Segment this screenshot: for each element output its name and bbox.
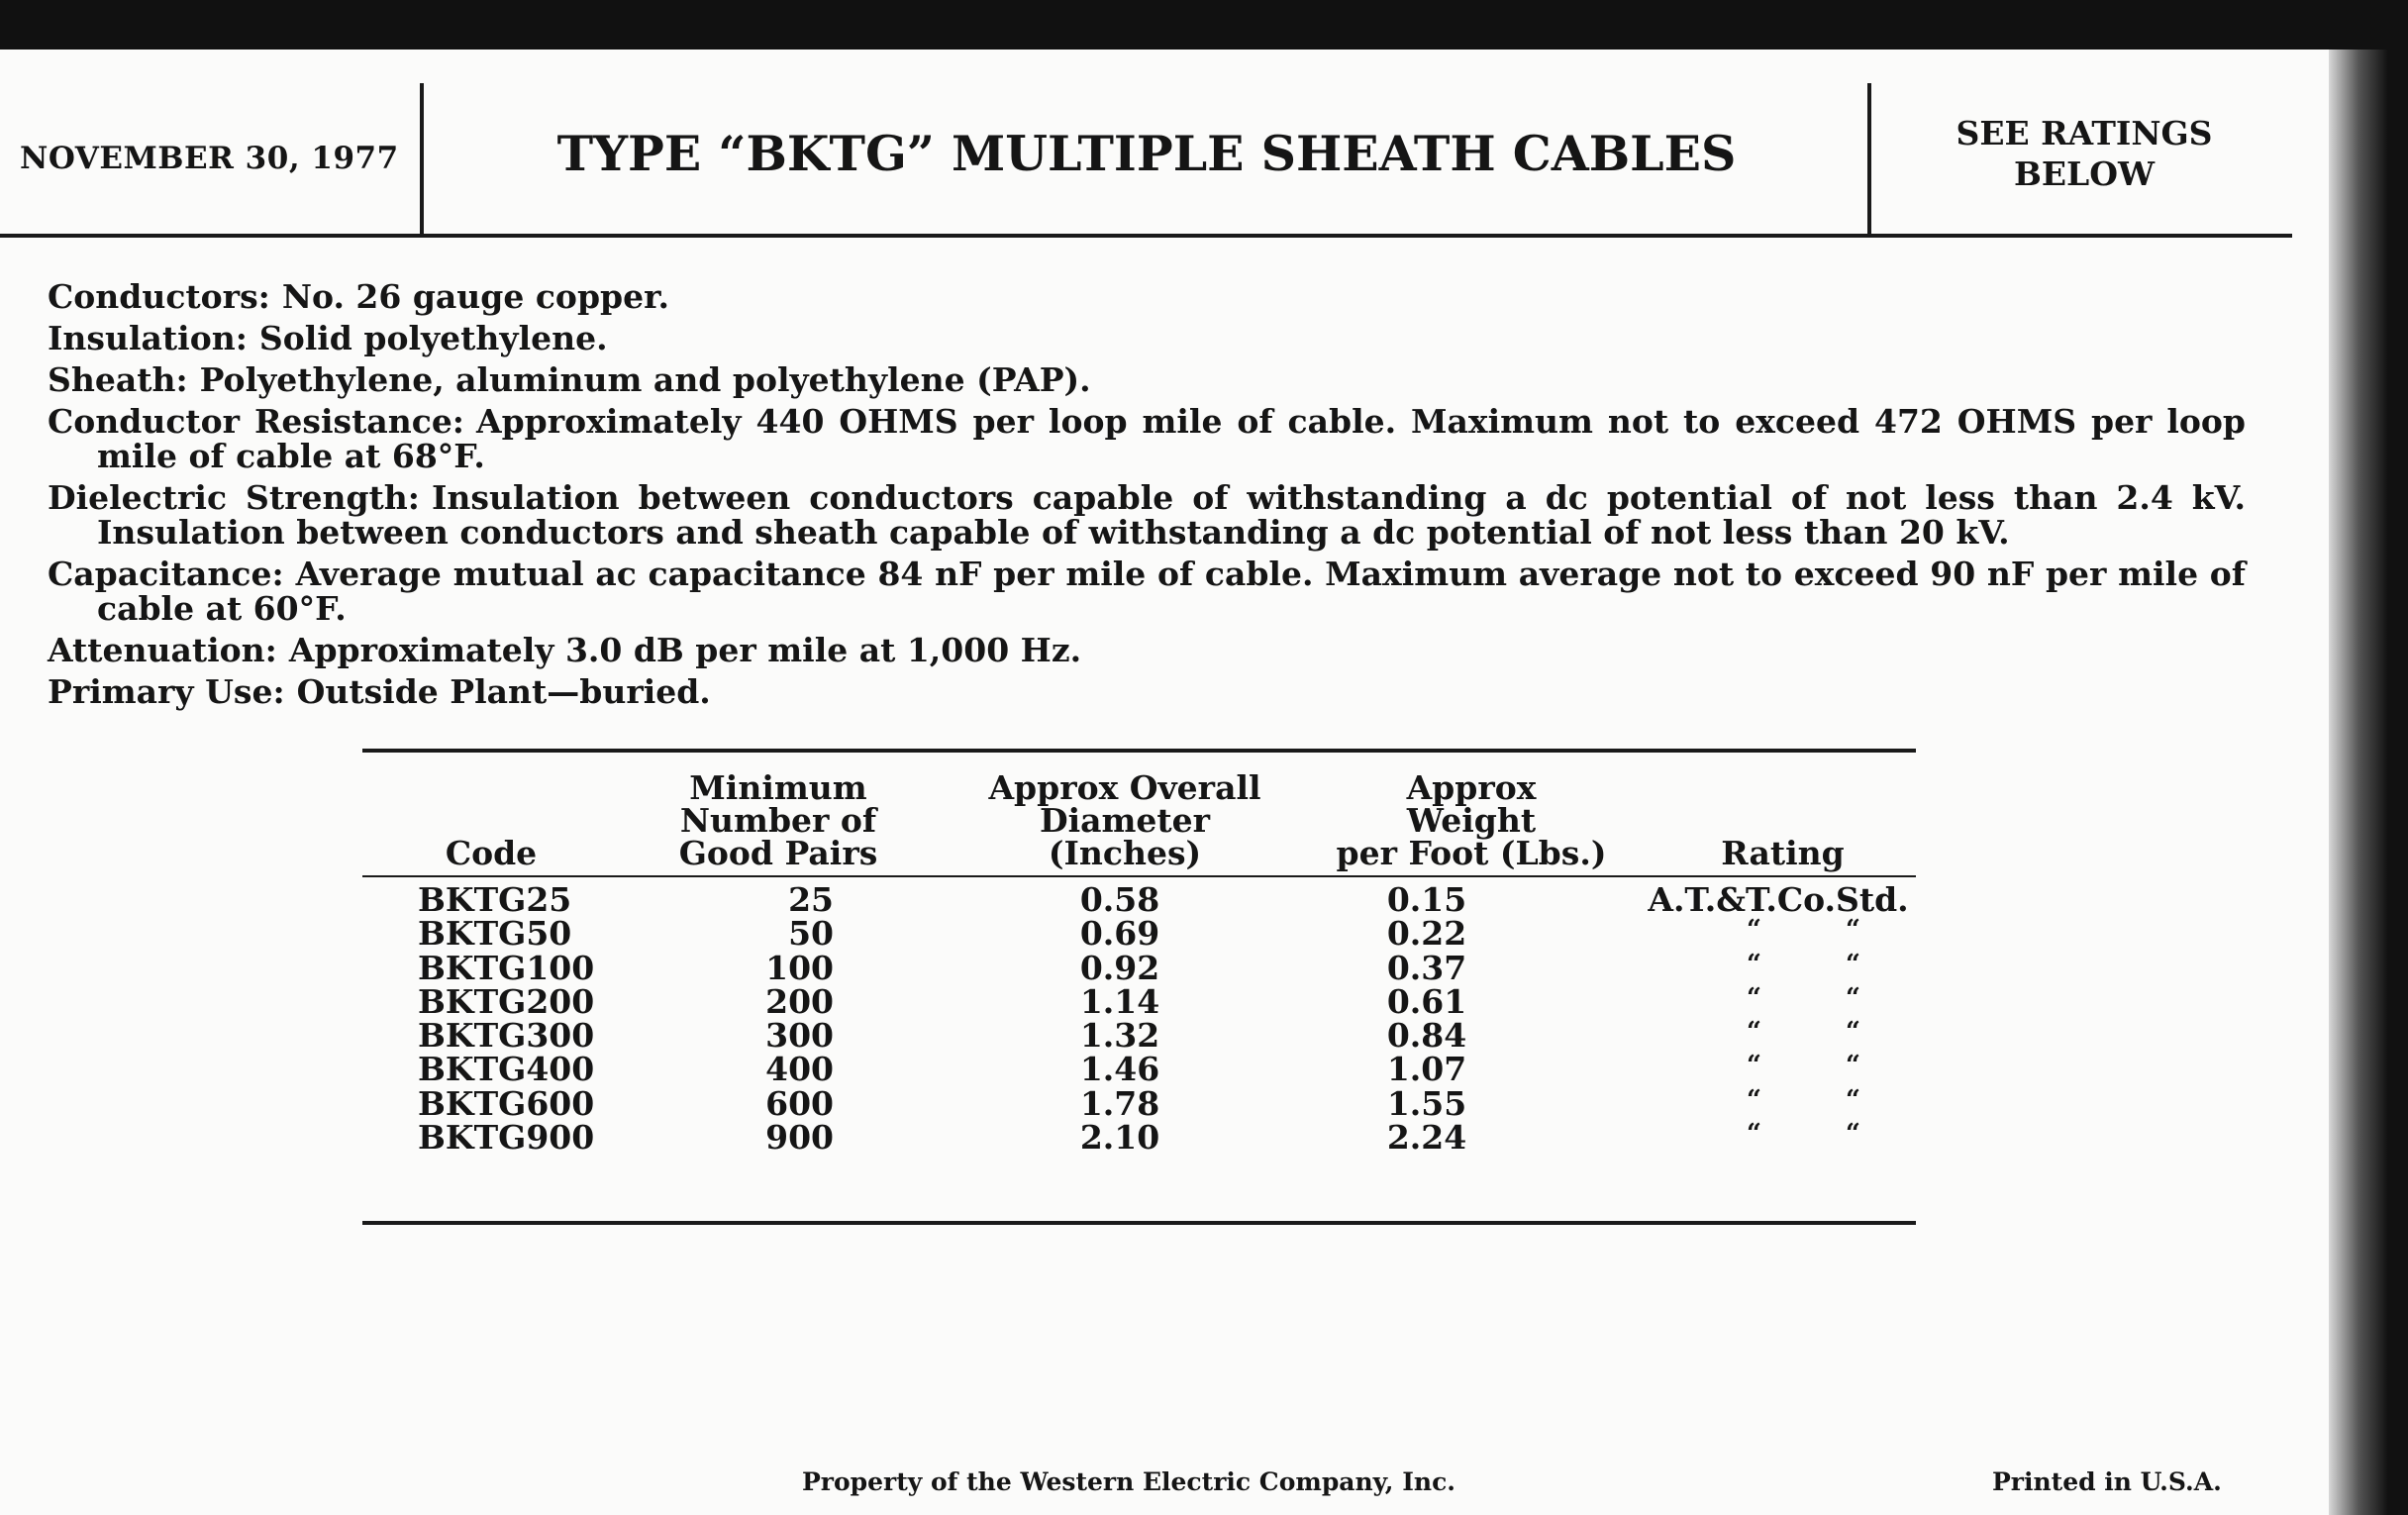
cell-weight: 1.55 [1386, 1083, 1467, 1123]
spec-text: Outside Plant—buried. [296, 672, 711, 711]
cell-weight: 0.61 [1386, 981, 1467, 1021]
cell-code: BKTG100 [418, 948, 595, 987]
header-line: (Inches) [1048, 834, 1202, 872]
header-line: Minimum [689, 768, 867, 807]
header-line: Number of [679, 801, 877, 840]
cell-good-pairs: 100 [765, 948, 834, 987]
cell-good-pairs: 300 [765, 1016, 834, 1056]
specifications-list [48, 279, 2246, 716]
ownership-note: Property of the Western Electric Company, Inc. [802, 1467, 1456, 1496]
table-row [362, 914, 1916, 954]
table-row [362, 1118, 1916, 1158]
table-row [362, 1083, 1916, 1123]
table-top-rule [362, 749, 1916, 753]
cell-weight: 2.24 [1386, 1118, 1467, 1158]
cell-weight: 1.07 [1386, 1050, 1467, 1089]
cell-good-pairs: 900 [765, 1118, 834, 1158]
cell-diameter: 1.14 [1079, 981, 1160, 1021]
ratings-note-line1: SEE RATINGS [1956, 114, 2213, 152]
table-row [362, 880, 1916, 919]
cell-code: BKTG25 [418, 880, 572, 919]
column-header-diameter [956, 768, 1293, 872]
spec-primary-use [48, 674, 2246, 709]
header-divider-left [420, 83, 424, 236]
ditto-mark: “ [1846, 982, 1860, 1013]
spec-text: Approximately 440 OHMS per loop mile of cable. Maximum not to exceed 472 OHMS per loop mile of cable at 68°F. [97, 402, 2247, 475]
cell-code: BKTG900 [418, 1118, 595, 1158]
spec-text: Average mutual ac capacitance 84 nF per mile of cable. Maximum average not to exceed 90 nF per mile of cable at 60°F. [97, 555, 2246, 628]
column-header-code [362, 768, 620, 872]
cell-good-pairs: 200 [765, 981, 834, 1021]
cell-diameter: 1.78 [1079, 1083, 1160, 1123]
header-line: Approx [1406, 768, 1537, 807]
ditto-mark: “ [1747, 1119, 1761, 1150]
spec-label: Sheath: [48, 360, 188, 399]
table-row [362, 948, 1916, 987]
ratings-note-line2: BELOW [2013, 154, 2156, 193]
ditto-mark: “ [1846, 949, 1860, 979]
ditto-mark: “ [1747, 915, 1761, 946]
header-text: Rating [1721, 834, 1845, 872]
ditto-mark: “ [1846, 1119, 1860, 1150]
cell-weight: 0.22 [1386, 914, 1467, 954]
table-row [362, 1016, 1916, 1056]
scan-right-edge [2329, 50, 2408, 1515]
cell-good-pairs: 400 [765, 1050, 834, 1089]
spec-text: Polyethylene, aluminum and polyethylene (PAP). [199, 360, 1091, 399]
header-line: Good Pairs [678, 834, 878, 872]
cell-good-pairs: 50 [788, 914, 834, 954]
spec-attenuation [48, 633, 2246, 667]
specification-card [0, 50, 2329, 1515]
spec-label: Conductors: [48, 277, 270, 316]
spec-label: Conductor Resistance: [48, 402, 464, 441]
spec-sheath [48, 362, 2246, 397]
spec-dielectric-strength [48, 480, 2246, 550]
header-text: Code [445, 834, 538, 872]
ditto-mark: “ [1747, 949, 1761, 979]
ratings-note [1871, 113, 2297, 194]
cell-diameter: 0.92 [1079, 948, 1160, 987]
cell-code: BKTG300 [418, 1016, 595, 1056]
cell-diameter: 2.10 [1079, 1118, 1160, 1158]
ditto-mark: “ [1846, 1084, 1860, 1115]
page-title: TYPE “BKTG” MULTIPLE SHEATH CABLES [556, 125, 1737, 182]
column-header-rating [1650, 768, 1916, 872]
header-rule [0, 234, 2292, 238]
cell-code: BKTG400 [418, 1050, 595, 1089]
table-body [362, 880, 1916, 1158]
ditto-mark: “ [1846, 915, 1860, 946]
spec-conductor-resistance [48, 404, 2246, 473]
ditto-mark: “ [1846, 1017, 1860, 1048]
spec-label: Dielectric Strength: [48, 478, 420, 517]
cell-code: BKTG50 [418, 914, 572, 954]
cell-weight: 0.37 [1386, 948, 1467, 987]
ditto-mark: “ [1747, 1017, 1761, 1048]
cell-diameter: 0.69 [1079, 914, 1160, 954]
spec-label: Primary Use: [48, 672, 285, 711]
cell-diameter: 0.58 [1079, 880, 1160, 919]
cell-good-pairs: 25 [788, 880, 834, 919]
spec-label: Capacitance: [48, 555, 284, 593]
ditto-mark: “ [1747, 1051, 1761, 1081]
header-text [1336, 768, 1607, 872]
column-header-pairs [659, 768, 897, 872]
spec-text: Approximately 3.0 dB per mile at 1,000 Hz. [288, 631, 1082, 669]
header-line: Approx Overall [988, 768, 1261, 807]
header-line: Diameter [1039, 801, 1211, 840]
spec-insulation [48, 321, 2246, 355]
table-header-rule [362, 875, 1916, 877]
column-header-weight [1293, 768, 1650, 872]
spec-label: Insulation: [48, 319, 248, 357]
spec-capacitance [48, 556, 2246, 626]
ditto-mark: “ [1747, 1084, 1761, 1115]
scan-top-edge [0, 0, 2408, 50]
spec-text: Insulation between conductors capable of withstanding a dc potential of not less than 2.4 kV. Insulation between conductors and sheath capable of withstanding a dc potential of not less than 20 kV. [97, 478, 2246, 552]
spec-label: Attenuation: [48, 631, 277, 669]
header-text [678, 768, 878, 872]
header-text [988, 768, 1261, 872]
printed-note: Printed in U.S.A. [1992, 1467, 2222, 1496]
cell-code: BKTG600 [418, 1083, 595, 1123]
cell-diameter: 1.46 [1079, 1050, 1160, 1089]
ditto-mark: “ [1846, 1051, 1860, 1081]
table-row [362, 1050, 1916, 1089]
cell-code: BKTG200 [418, 981, 595, 1021]
spec-text: Solid polyethylene. [258, 319, 608, 357]
spec-text: No. 26 gauge copper. [281, 277, 669, 316]
header-line: Weight [1406, 801, 1537, 840]
cell-diameter: 1.32 [1079, 1016, 1160, 1056]
table-row [362, 981, 1916, 1021]
cell-weight: 0.84 [1386, 1016, 1467, 1056]
spec-conductors [48, 279, 2246, 314]
table-bottom-rule [362, 1221, 1916, 1225]
cell-rating: A.T.&T.Co.Std. [1648, 880, 1909, 919]
ditto-mark: “ [1747, 982, 1761, 1013]
header-line: per Foot (Lbs.) [1336, 834, 1607, 872]
cell-good-pairs: 600 [765, 1083, 834, 1123]
cell-weight: 0.15 [1386, 880, 1467, 919]
issue-date: NOVEMBER 30, 1977 [20, 141, 399, 176]
